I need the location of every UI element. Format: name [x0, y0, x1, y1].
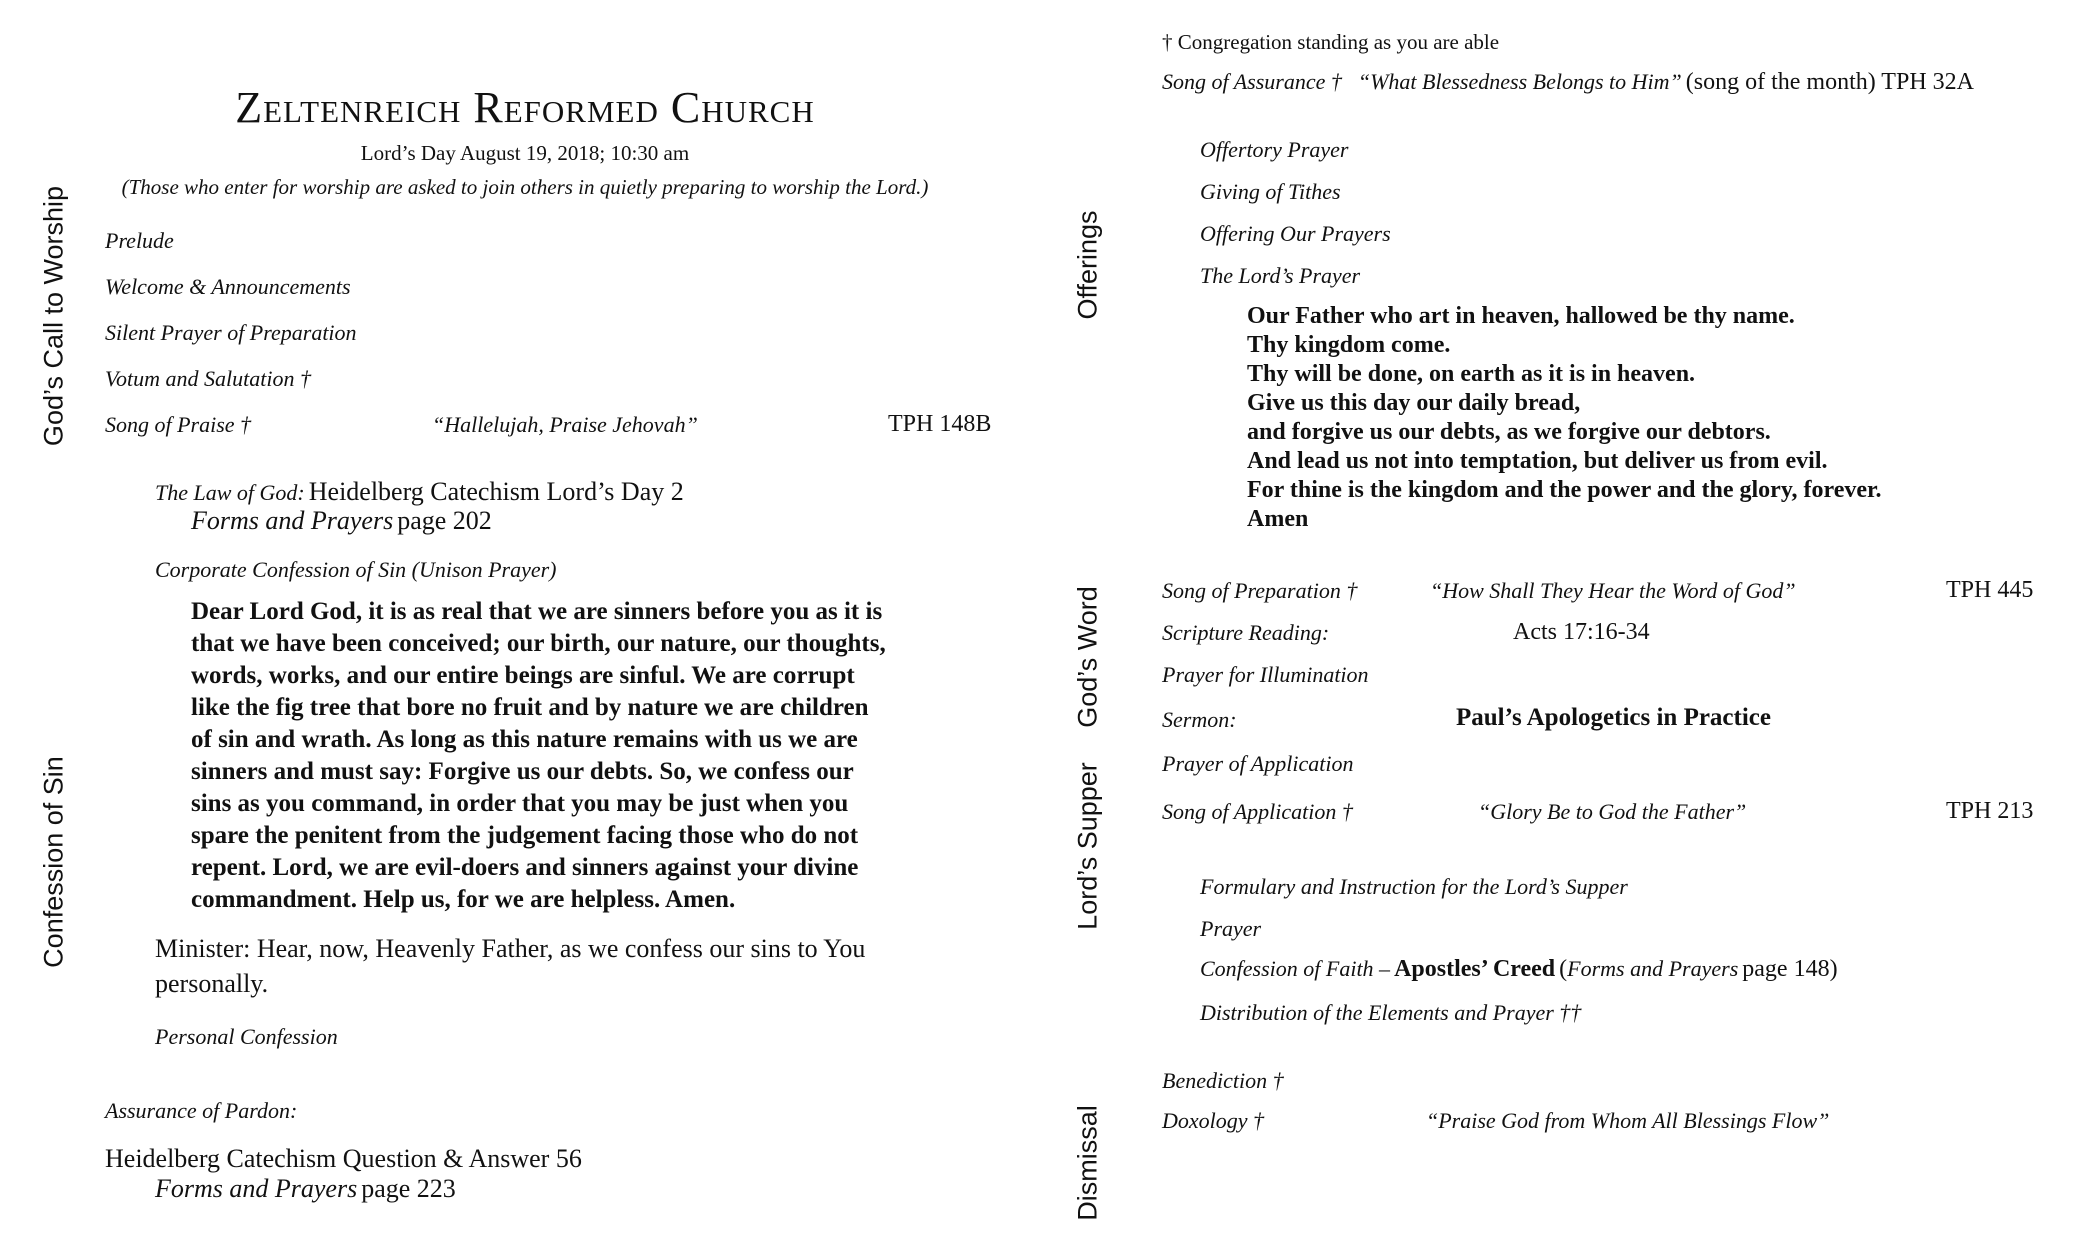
creed-ref-page: page 148) — [1742, 956, 1838, 982]
song-of-preparation-number: TPH 445 — [1946, 577, 2034, 603]
lords-supper-prayer: Prayer — [1200, 916, 1262, 941]
section-label-confession: Confession of Sin — [38, 756, 69, 968]
song-of-preparation-title: “How Shall They Hear the Word of God” — [1430, 578, 1796, 603]
church-title: Zeltenreich Reformed Church — [235, 83, 815, 132]
offering-item: Offertory Prayer — [1200, 137, 1349, 162]
law-of-god-text: Heidelberg Catechism Lord’s Day 2 — [308, 477, 684, 506]
order-item-silent-prayer: Silent Prayer of Preparation — [105, 320, 357, 345]
doxology-title: “Praise God from Whom All Blessings Flow” — [1426, 1108, 1830, 1133]
scripture-reading-label: Scripture Reading: — [1162, 620, 1330, 645]
confession-prayer — [191, 596, 886, 916]
confession-of-faith-line — [1200, 956, 1838, 983]
minister-line-1: Minister: Hear, now, Heavenly Father, as we confess our sins to You — [155, 934, 866, 963]
song-of-preparation-label: Song of Preparation † — [1162, 578, 1358, 603]
song-of-application-label: Song of Application † — [1162, 799, 1353, 824]
prayer-line: sinners and must say: Forgive us our debts. So, we confess our — [191, 758, 854, 785]
lords-prayer-line: And lead us not into temptation, but deliver us from evil. — [1247, 448, 1828, 474]
lords-prayer-line: Our Father who art in heaven, hallowed be thy name. — [1247, 303, 1795, 329]
lords-prayer-line: Thy will be done, on earth as it is in heaven. — [1247, 361, 1696, 387]
section-label-gods-word: God’s Word — [1072, 586, 1103, 728]
lords-prayer-line: Thy kingdom come. — [1247, 332, 1451, 358]
prayer-for-illumination: Prayer for Illumination — [1162, 662, 1369, 687]
scripture-reference: Acts 17:16-34 — [1513, 619, 1650, 645]
law-ref-page: page 202 — [397, 506, 492, 535]
song-of-praise-label: Song of Praise † — [105, 412, 252, 437]
assurance-of-pardon-label: Assurance of Pardon: — [105, 1098, 298, 1123]
song-of-assurance-title: “What Blessedness Belongs to Him” — [1357, 69, 1682, 94]
assurance-text: Heidelberg Catechism Question & Answer 56 — [105, 1144, 582, 1173]
song-of-praise-number: TPH 148B — [888, 411, 992, 437]
creed-name: Apostles’ Creed — [1394, 956, 1556, 982]
standing-note: † Congregation standing as you are able — [1162, 30, 1500, 54]
song-of-assurance-label: Song of Assurance † — [1162, 69, 1342, 94]
prayer-line: words, works, and our entire beings are sinful. We are corrupt — [191, 662, 855, 689]
prayer-line: sins as you command, in order that you may be just when you — [191, 790, 849, 817]
prayer-line: commandment. Help us, for we are helpless. Amen. — [191, 886, 736, 913]
sermon-title: Paul’s Apologetics in Practice — [1456, 704, 1771, 731]
distribution-of-elements: Distribution of the Elements and Prayer †† — [1200, 1000, 1582, 1025]
lords-prayer-line: Give us this day our daily bread, — [1247, 390, 1581, 416]
section-label-dismissal: Dismissal — [1072, 1105, 1103, 1221]
prayer-of-application: Prayer of Application — [1162, 751, 1354, 776]
section-label-call-to-worship: God’s Call to Worship — [38, 185, 69, 447]
offering-item: Giving of Tithes — [1200, 179, 1341, 204]
song-of-assurance-note: (song of the month) TPH 32A — [1685, 69, 1974, 95]
song-of-application-number: TPH 213 — [1946, 798, 2034, 824]
law-of-god-line — [155, 477, 684, 507]
lords-prayer-text — [1247, 302, 1881, 534]
lords-supper-formulary: Formulary and Instruction for the Lord’s Supper — [1200, 874, 1628, 899]
order-item-votum: Votum and Salutation † — [105, 366, 311, 391]
lords-prayer-line: Amen — [1247, 506, 1309, 532]
worship-note: (Those who enter for worship are asked to join others in quietly preparing to worship the Lord.) — [121, 175, 929, 199]
law-of-god-reference — [191, 506, 492, 536]
prayer-line: Dear Lord God, it is as real that we are sinners before you as it is — [191, 598, 883, 625]
creed-ref-book: Forms and Prayers — [1567, 956, 1739, 981]
doxology-label: Doxology † — [1162, 1108, 1265, 1133]
sermon-label: Sermon: — [1162, 707, 1237, 732]
corporate-confession-label: Corporate Confession of Sin (Unison Prayer) — [155, 557, 557, 582]
assurance-reference — [155, 1174, 456, 1204]
assurance-ref-page: page 223 — [361, 1174, 456, 1203]
law-of-god-label: The Law of God: — [155, 480, 305, 505]
prayer-line: spare the penitent from the judgement facing those who do not — [191, 822, 859, 849]
benediction: Benediction † — [1162, 1068, 1284, 1093]
offering-item: Offering Our Prayers — [1200, 221, 1391, 246]
personal-confession: Personal Confession — [155, 1024, 338, 1049]
song-of-application-title: “Glory Be to God the Father” — [1478, 799, 1747, 824]
song-of-assurance-line — [1162, 69, 1974, 96]
lords-prayer-line: and forgive us our debts, as we forgive our debtors. — [1247, 419, 1771, 445]
service-date: Lord’s Day August 19, 2018; 10:30 am — [360, 141, 690, 165]
order-item-prelude: Prelude — [105, 228, 174, 253]
section-label-lords-supper: Lord’s Supper — [1072, 762, 1103, 930]
lords-prayer-line: For thine is the kingdom and the power and the glory, forever. — [1247, 477, 1882, 503]
prayer-line: repent. Lord, we are evil-doers and sinners against your divine — [191, 854, 859, 881]
section-label-offerings: Offerings — [1072, 210, 1103, 320]
song-of-praise-title: “Hallelujah, Praise Jehovah” — [432, 412, 698, 437]
prayer-line: that we have been conceived; our birth, our nature, our thoughts, — [191, 630, 886, 657]
assurance-ref-book: Forms and Prayers — [155, 1174, 358, 1203]
law-ref-book: Forms and Prayers — [191, 506, 394, 535]
order-item-welcome: Welcome & Announcements — [105, 274, 351, 299]
prayer-line: like the fig tree that bore no fruit and by nature we are children — [191, 694, 869, 721]
creed-ref-open: ( — [1559, 956, 1568, 982]
prayer-line: of sin and wrath. As long as this nature remains with us we are — [191, 726, 858, 753]
offering-item: The Lord’s Prayer — [1200, 263, 1361, 288]
minister-line-2: personally. — [155, 969, 269, 998]
confession-of-faith-label: Confession of Faith – — [1200, 956, 1391, 981]
